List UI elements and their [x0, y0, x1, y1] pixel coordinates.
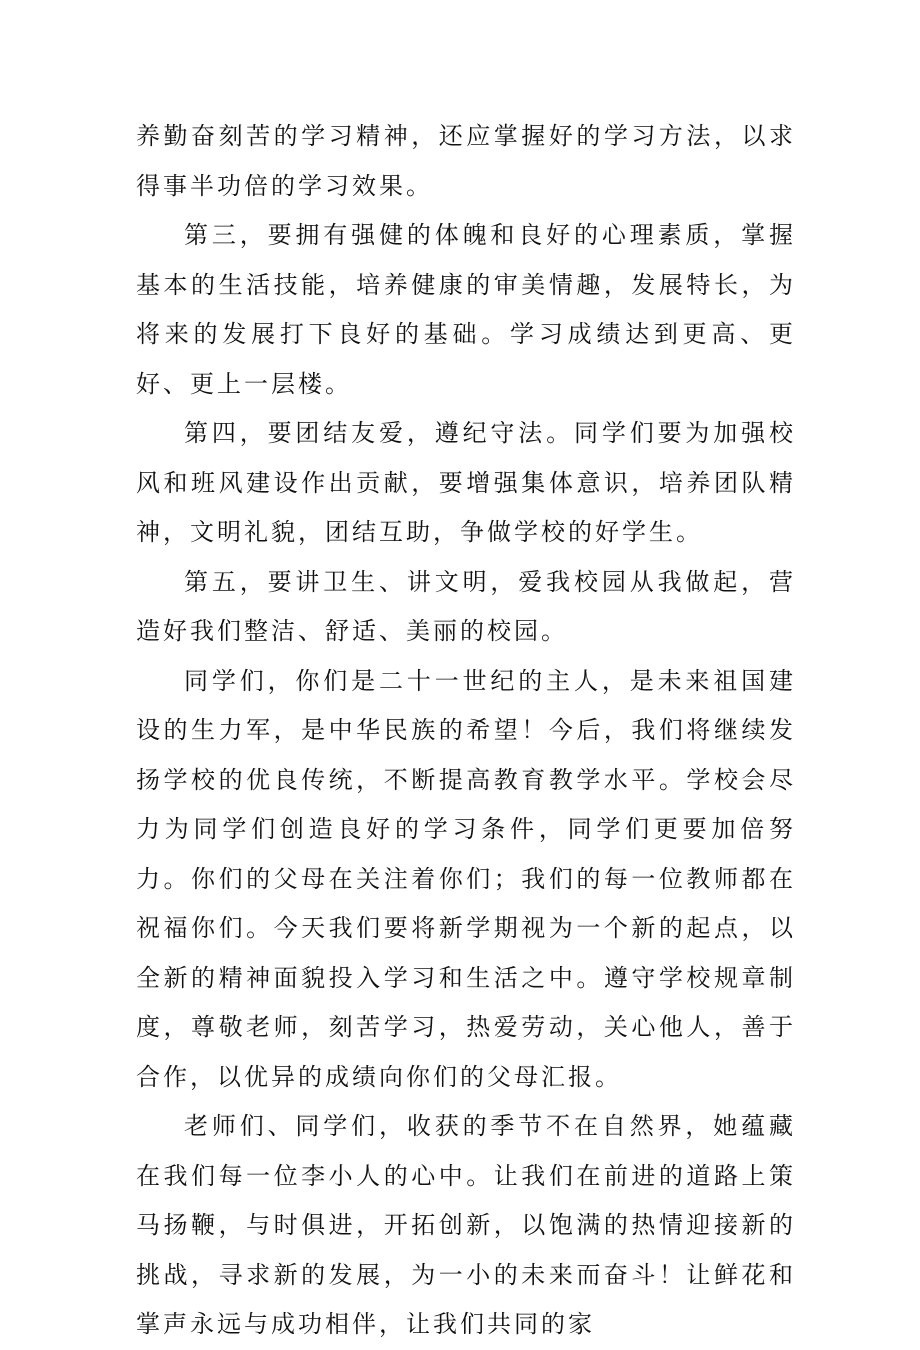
paragraph-students-address: 同学们，你们是二十一世纪的主人，是未来祖国建设的生力军，是中华民族的希望！今后，我们将继续发扬学校的优良传统，不断提高教育教学水平。学校会尽力为同学们创造良好的学习条件，同学们更要加倍努力。你们的父母在关注着你们；我们的每一位教师都在祝福你们。今天我们要将新学期视为一个新的起点，以全新的精神面貌投入学习和生活之中。遵守学校规章制度，尊敬老师，刻苦学习，热爱劳动，关心他人，善于合作，以优异的成绩向你们的父母汇报。 [136, 666, 796, 1091]
document-body [136, 112, 796, 1350]
paragraph-study-method: 养勤奋刻苦的学习精神，还应掌握好的学习方法，以求得事半功倍的学习效果。 [136, 122, 796, 200]
paragraph-third-point: 第三，要拥有强健的体魄和良好的心理素质，掌握基本的生活技能，培养健康的审美情趣，发展特长，为将来的发展打下良好的基础。学习成绩达到更高、更好、更上一层楼。 [136, 221, 796, 398]
paragraph-fifth-point: 第五，要讲卫生、讲文明，爱我校园从我做起，营造好我们整洁、舒适、美丽的校园。 [136, 567, 796, 645]
paragraph-closing-address: 老师们、同学们，收获的季节不在自然界，她蕴藏在我们每一位李小人的心中。让我们在前进的道路上策马扬鞭，与时俱进，开拓创新，以饱满的热情迎接新的挑战，寻求新的发展，为一小的未来而奋斗！让鲜花和掌声永远与成功相伴，让我们共同的家 [136, 1112, 796, 1338]
paragraph-fourth-point: 第四，要团结友爱，遵纪守法。同学们要为加强校风和班风建设作出贡献，要增强集体意识，培养团队精神，文明礼貌，团结互助，争做学校的好学生。 [136, 419, 796, 546]
